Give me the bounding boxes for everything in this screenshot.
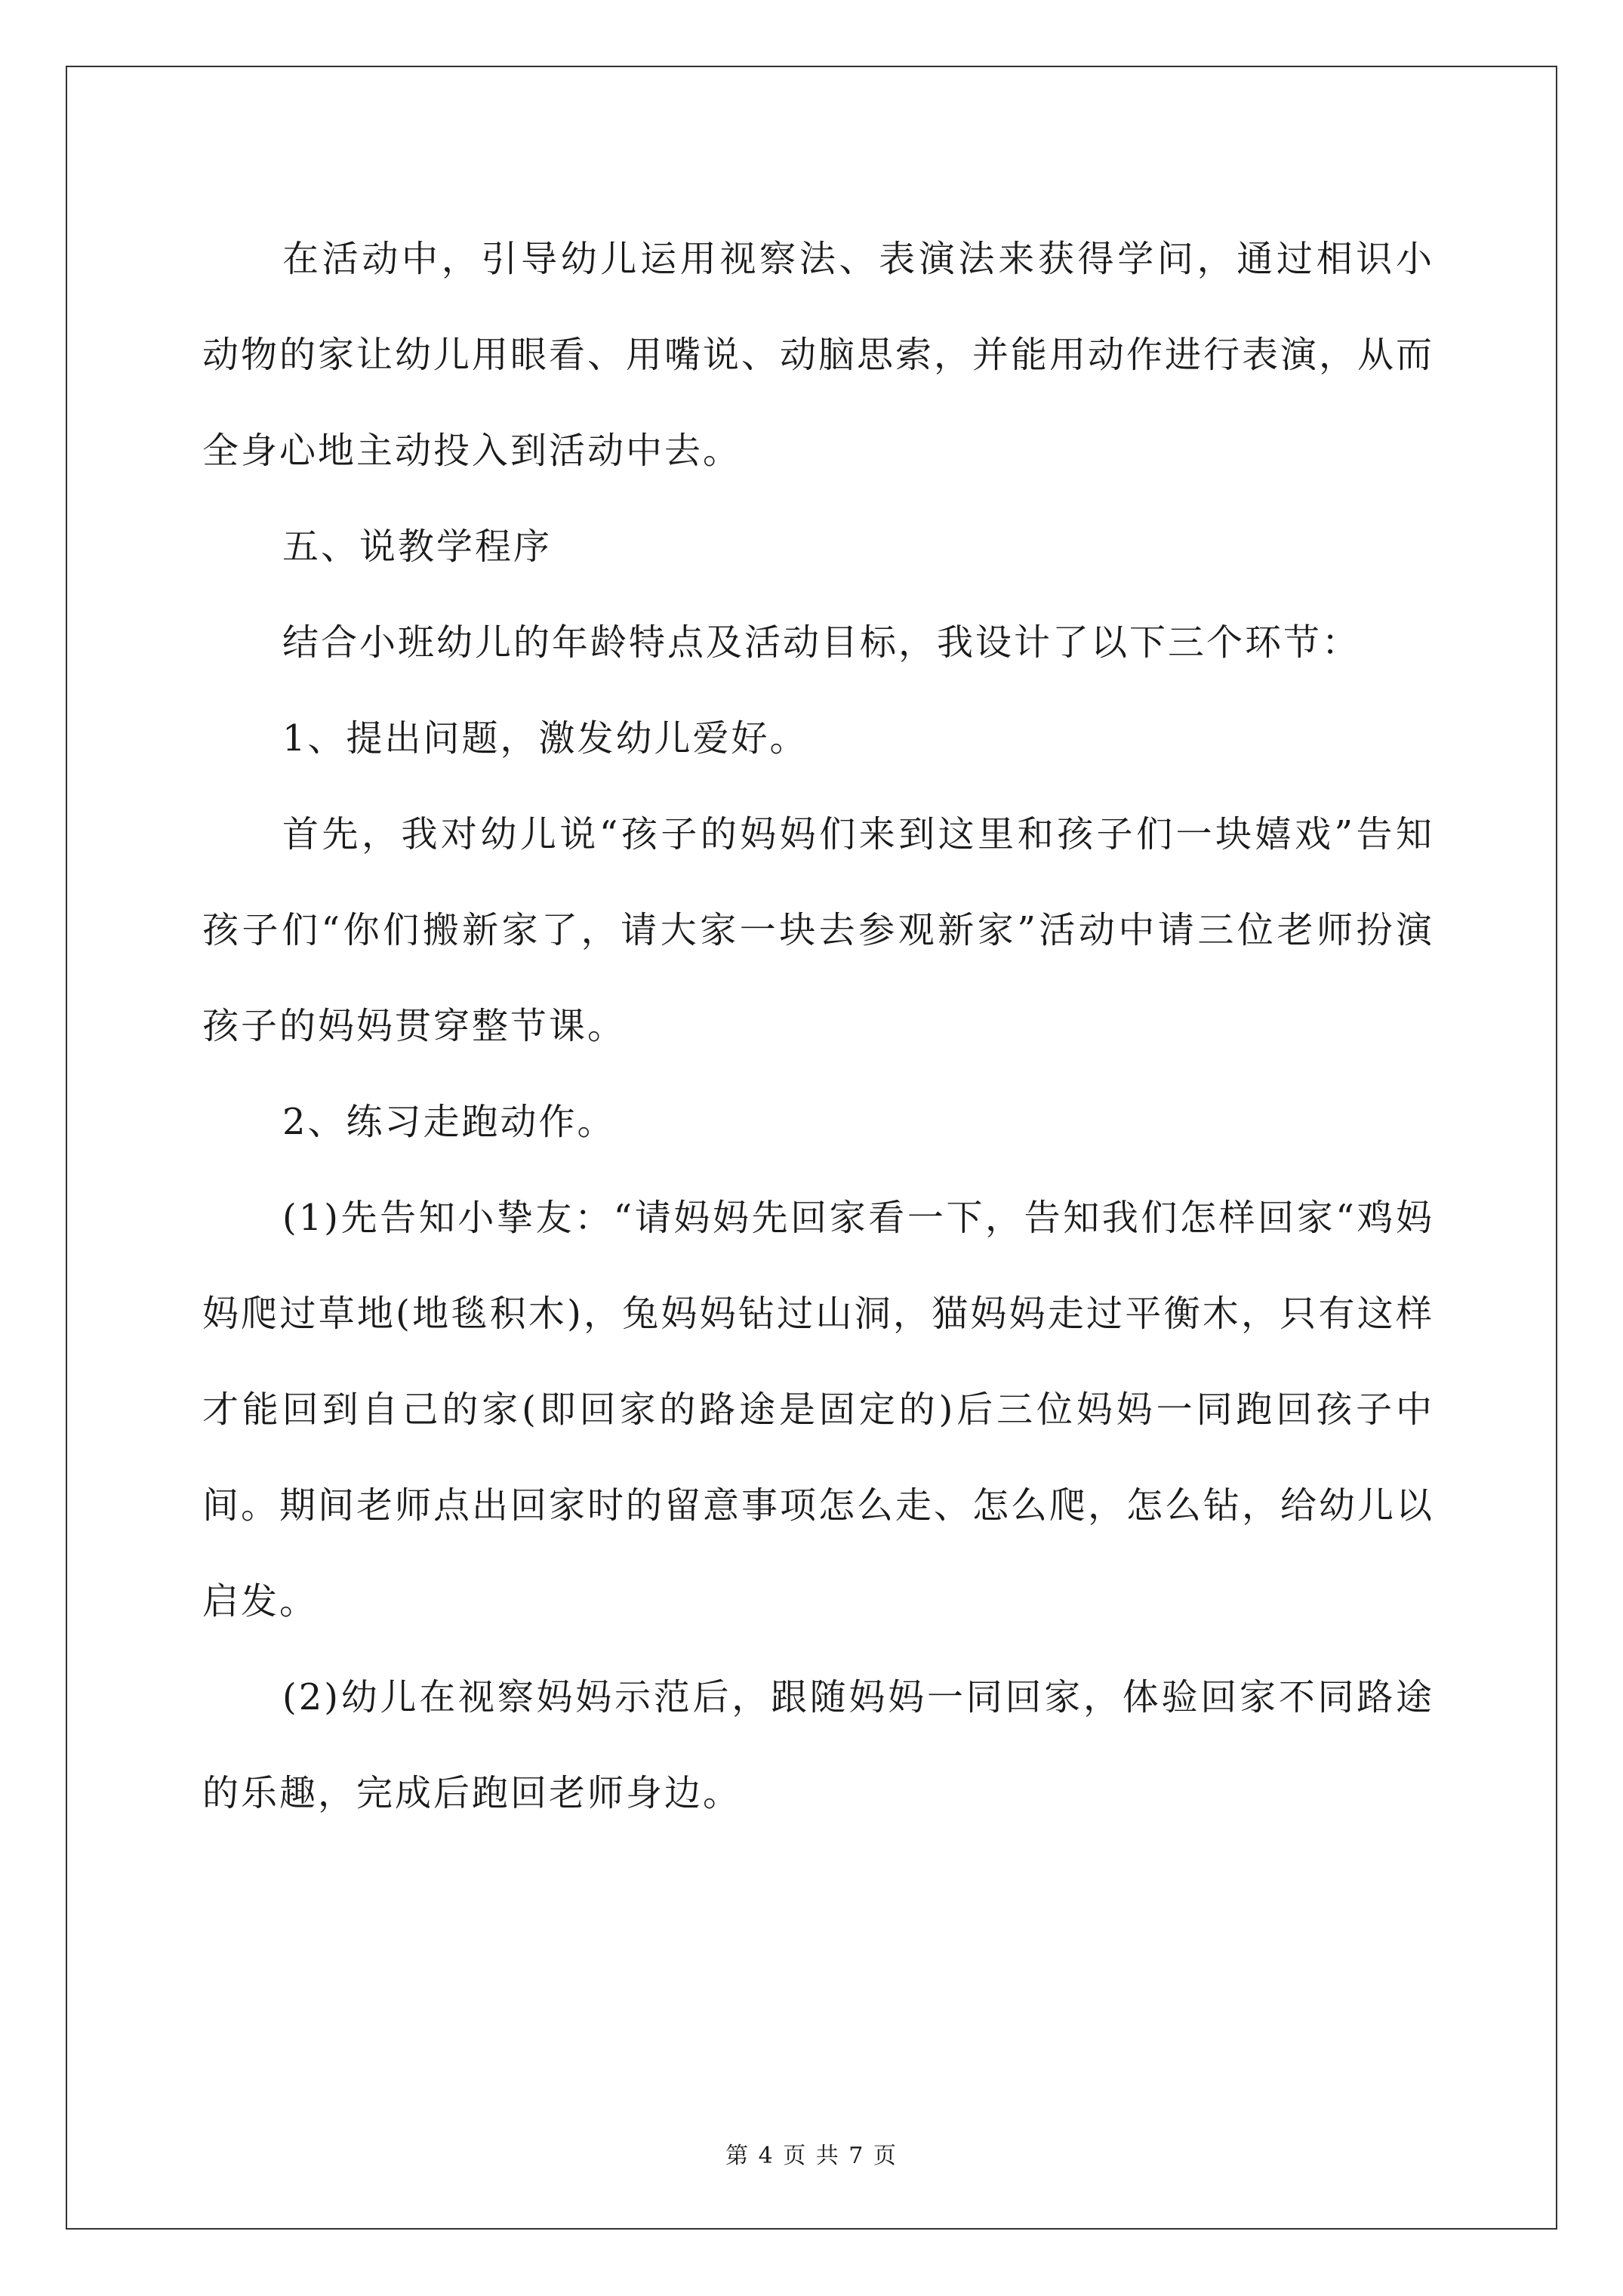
step-heading-1: 1、提出问题，激发幼儿爱好。 [282,717,808,760]
paragraph-three-stages-intro: 结合小班幼儿的年龄特点及活动目标，我设计了以下三个环节： [282,621,1361,664]
paragraph-step-1-detail: 首先，我对幼儿说“孩子的妈妈们来到这里和孩子们一块嬉戏”告知孩子们“你们搬新家了，请大家一块去参观新家”活动中请三位老师扮演孩子的妈妈贯穿整节课。 [202,813,1434,1047]
step-heading-2: 2、练习走跑动作。 [282,1101,616,1143]
paragraph-observation-methods: 在活动中，引导幼儿运用视察法、表演法来获得学问，通过相识小动物的家让幼儿用眼看、用嘴说、动脑思索，并能用动作进行表演，从而全身心地主动投入到活动中去。 [202,238,1435,472]
paragraph-step-2-part-2: (2)幼儿在视察妈妈示范后，跟随妈妈一同回家，体验回家不同路途的乐趣，完成后跑回老师身边。 [202,1676,1434,1814]
section-heading-teaching-procedure: 五、说教学程序 [282,525,553,568]
document-body [202,211,1434,1841]
page-number-footer: 第 4 页 共 7 页 [725,2143,898,2169]
paragraph-step-2-part-1: (1)先告知小挚友：“请妈妈先回家看一下，告知我们怎样回家“鸡妈妈爬过草地(地毯积木)，兔妈妈钻过山洞，猫妈妈走过平衡木，只有这样才能回到自己的家(即回家的路途是固定的)后三位妈妈一同跑回孩子中间。期间老师点出回家时的留意事项怎么走、怎么爬，怎么钻，给幼儿以启发。 [202,1197,1435,1623]
